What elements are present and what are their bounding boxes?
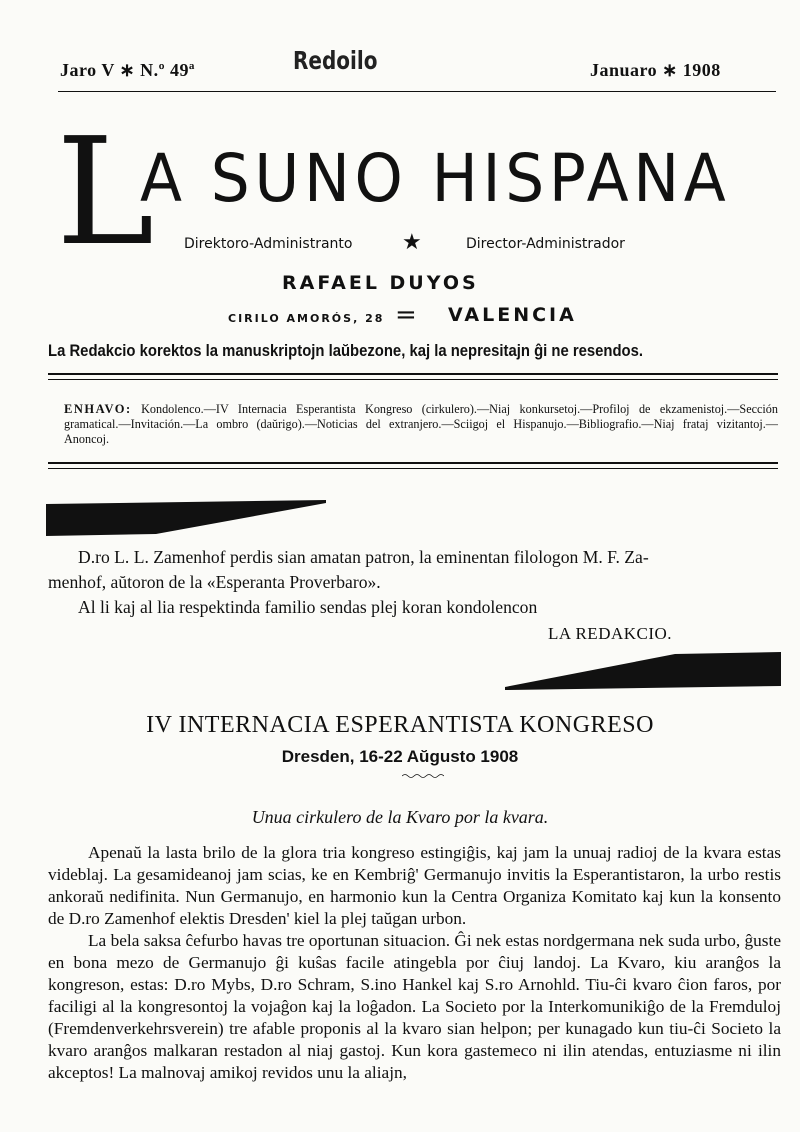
wavy-separator-icon xyxy=(402,773,444,779)
editorial-notice: La Redakcio korektos la manuskriptojn laŭbezone, kaj la nepresitajn ĝi ne resendos. xyxy=(48,342,644,360)
article-subtitle: Dresden, 16-22 Aŭgusto 1908 xyxy=(281,747,519,766)
title-dropcap: L xyxy=(56,106,155,278)
contents-label: ENHAVO: xyxy=(64,402,132,416)
article-title: IV INTERNACIA ESPERANTISTA KONGRESO xyxy=(146,712,654,738)
year-issue: Jaro V ∗ N.º 49ª xyxy=(60,60,195,80)
divider-top xyxy=(48,373,778,375)
journal-title: A SUNO HISPANA xyxy=(140,140,731,217)
condolence-line-2: menhof, aŭtoron de la «Esperanta Proverbaro». xyxy=(48,572,381,592)
mourning-band-right xyxy=(505,652,781,692)
contents-rule-top xyxy=(48,462,778,464)
director-spanish: Director-Administrador xyxy=(466,236,625,252)
article-paragraph-2: La bela saksa ĉefurbo havas tre oportunan situacion. Ĝi nek estas nordgermana nek suda urbo, ĝuste en bona mezo de Germanujo ĝi kuŝas facile atingebla por ĉiuj landoj. La Kvaro, kiu aranĝos la kongreson, estas: D.ro Mybs, D.ro Schram, S.ino Hankel kaj S.ro Arnohld. Tiu-ĉi kvaro ĉion faros, por faciligi al la kongresontoj la vojaĝon kaj la loĝadon. La Societo por la Interkomunikiĝo de la Fremduloj (Fremdenverkehrsverein) tre afable proponis al la kvaro sian helpon; per kunagado kun tiu-ĉi Societo la kvaro aranĝos malkaran restadon al niaj gastoj. Kun kora gastemeco ni ilin atendas, entuziasme ni ilin akceptos! La malnovaj amikoj revidos unu la aliajn, xyxy=(48,931,781,1082)
article-body xyxy=(48,842,781,1084)
condolence-signature: LA REDAKCIO. xyxy=(548,624,673,643)
condolence-block xyxy=(48,545,778,620)
article-kicker: Unua cirkulero de la Kvaro por la kvara. xyxy=(251,807,549,827)
star-icon: ★ xyxy=(402,230,422,255)
condolence-line-1: D.ro L. L. Zamenhof perdis sian amatan patron, la eminentan filologon M. F. Za- xyxy=(78,547,649,567)
article-paragraph-1: Apenaŭ la lasta brilo de la glora tria kongreso estingiĝis, kaj jam la unuaj radioj de la kvara estas videblaj. La gesamideanoj jam scias, ke en Kembriĝ' Germanujo invitis la Esperantistaron, la urbo restis ankoraŭ nedifinita. Nun Germanujo, en harmonio kun la Centra Organiza Komitato kaj kun la konsento de D.ro Zamenhof elektis Dresden' kiel la plej taŭgan urbon. xyxy=(48,843,781,928)
header-rule xyxy=(58,91,776,92)
address-equals: = xyxy=(395,300,417,330)
issue-date: Januaro ∗ 1908 xyxy=(590,60,721,80)
divider-bottom xyxy=(48,379,778,380)
table-of-contents xyxy=(64,402,778,447)
director-esperanto: Direktoro-Administranto xyxy=(184,236,353,252)
address-street: CIRILO AMORÓS, 28 xyxy=(228,312,385,325)
contents-text: Kondolenco.—IV Internacia Esperantista Kongreso (cirkulero).—Niaj konkursetoj.—Profiloj de ekzamenistoj.—Sección gramatical.—Invitación.—La ombro (daŭrigo).—Noticias del extranjero.—Sciigoj el Hispanujo.—Bibliografio.—Niaj frataj vizitantoj.—Anoncoj. xyxy=(64,402,778,446)
redoilo-stamp: Redoilo xyxy=(293,46,378,75)
mourning-band-left xyxy=(46,500,326,540)
condolence-line-3: Al li kaj al lia respektinda familio sendas plej koran kondolencon xyxy=(78,597,538,617)
director-name: RAFAEL DUYOS xyxy=(282,272,479,294)
contents-rule-bottom xyxy=(48,468,778,469)
address-city: VALENCIA xyxy=(448,304,577,326)
